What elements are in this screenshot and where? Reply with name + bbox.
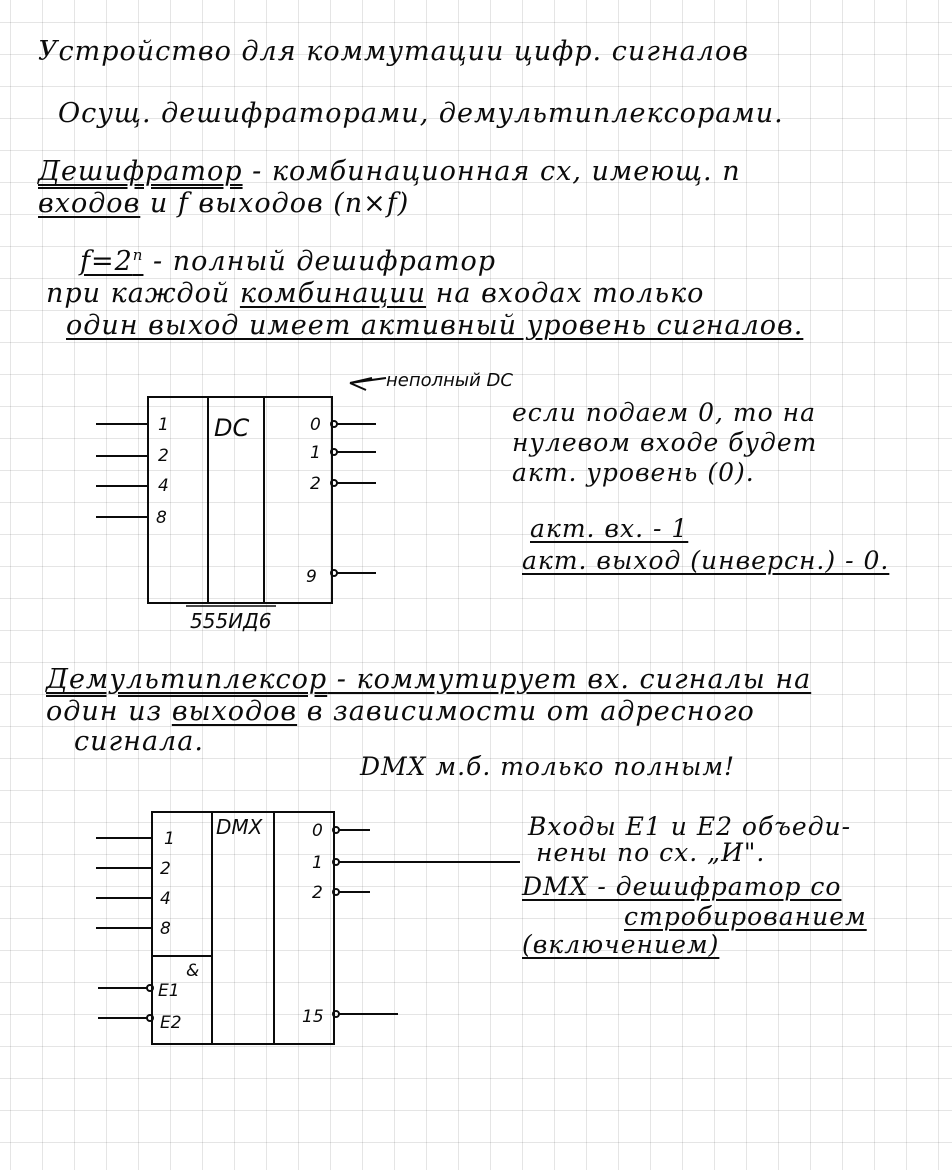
dmx-output-bubble-2	[333, 889, 339, 895]
dc-level-output: акт. выход (инверсн.) - 0.	[522, 546, 890, 575]
dc-arrow-note: неполный DC	[386, 370, 513, 391]
dmx-note-line-5: (включением)	[522, 930, 720, 959]
dc-level-input: акт. вх. - 1	[530, 514, 689, 543]
dmx-output-label-2: 2	[312, 883, 323, 903]
page-title: Устройство для коммутации цифр. сигналов	[38, 36, 749, 67]
dc-note-line-1: если подаем 0, то на	[512, 398, 817, 427]
decoder-inputs-word: входов	[38, 188, 141, 219]
full-decoder-exponent: n	[132, 246, 144, 264]
full-decoder-line-2-a: при каждой	[46, 278, 240, 309]
decoder-definition-rest: - комбинационная сх, имеющ. n	[242, 156, 741, 187]
dc-output-label-9: 9	[306, 567, 317, 587]
dmx-output-bubble-0	[333, 827, 339, 833]
demux-definition-line-3: сигнала.	[74, 726, 204, 757]
dmx-output-label-1: 1	[312, 853, 323, 873]
dmx-output-bubble-15	[333, 1011, 339, 1017]
demux-definition-line-2-c: в зависимости от адресного	[297, 696, 755, 727]
intro-line: Осущ. дешифраторами, демультиплексорами.	[58, 98, 784, 129]
full-decoder-combination: комбинации	[239, 278, 427, 309]
dmx-note-line-2: нены по сх. „И".	[536, 838, 766, 867]
demux-definition-rest: - коммутирует вх. сигналы на	[327, 664, 812, 695]
dc-note-line-3: акт. уровень (0).	[512, 458, 755, 487]
dc-input-label-4: 4	[158, 476, 169, 496]
full-decoder-formula-base: f=2	[80, 246, 133, 277]
demux-term: Демультиплексор	[46, 664, 328, 695]
dmx-symbol: DMX	[216, 815, 263, 839]
dmx-input-label-4: 4	[160, 889, 171, 909]
demux-definition-line-2-a: один из	[46, 696, 172, 727]
dmx-input-label-2: 2	[160, 859, 171, 879]
dmx-enable-bubble-e1	[147, 985, 153, 991]
dmx-note-line-1: Входы E1 и E2 объеди-	[528, 812, 852, 841]
decoder-term: Дешифратор	[38, 156, 243, 187]
dmx-input-label-8: 8	[160, 919, 171, 939]
dc-input-label-8: 8	[156, 508, 167, 528]
dmx-and-symbol: &	[186, 961, 200, 981]
full-decoder-line-2-c: на входах только	[426, 278, 705, 309]
full-decoder-line-3: один выход имеет активный уровень сигналов.	[66, 310, 804, 341]
dc-output-label-0: 0	[310, 415, 321, 435]
dmx-note-line-4: стробированием	[624, 902, 867, 931]
dmx-input-label-1: 1	[164, 829, 175, 849]
dmx-enable-label-e1: E1	[158, 981, 180, 1001]
dc-symbol: DC	[214, 414, 250, 442]
dc-input-label-2: 2	[158, 446, 169, 466]
dmx-enable-label-e2: E2	[160, 1013, 182, 1033]
dmx-note-line-3: DMX - дешифратор со	[522, 872, 842, 901]
dc-part-number: 555ИД6	[190, 609, 272, 633]
decoder-definition-line-2-rest: и f выходов (n×f)	[140, 188, 410, 219]
dc-input-label-1: 1	[158, 415, 169, 435]
dc-output-label-1: 1	[310, 443, 321, 463]
dmx-output-label-0: 0	[312, 821, 323, 841]
dmx-output-label-15: 15	[302, 1007, 324, 1027]
demux-outputs-word: выходов	[171, 696, 298, 727]
full-decoder-line-1-rest: - полный дешифратор	[143, 246, 497, 277]
dc-note-line-2: нулевом входе будет	[512, 428, 818, 457]
dmx-output-bubble-1	[333, 859, 339, 865]
dmx-enable-bubble-e2	[147, 1015, 153, 1021]
demux-full-note: DMX м.б. только полным!	[360, 752, 736, 781]
dc-output-label-2: 2	[310, 474, 321, 494]
